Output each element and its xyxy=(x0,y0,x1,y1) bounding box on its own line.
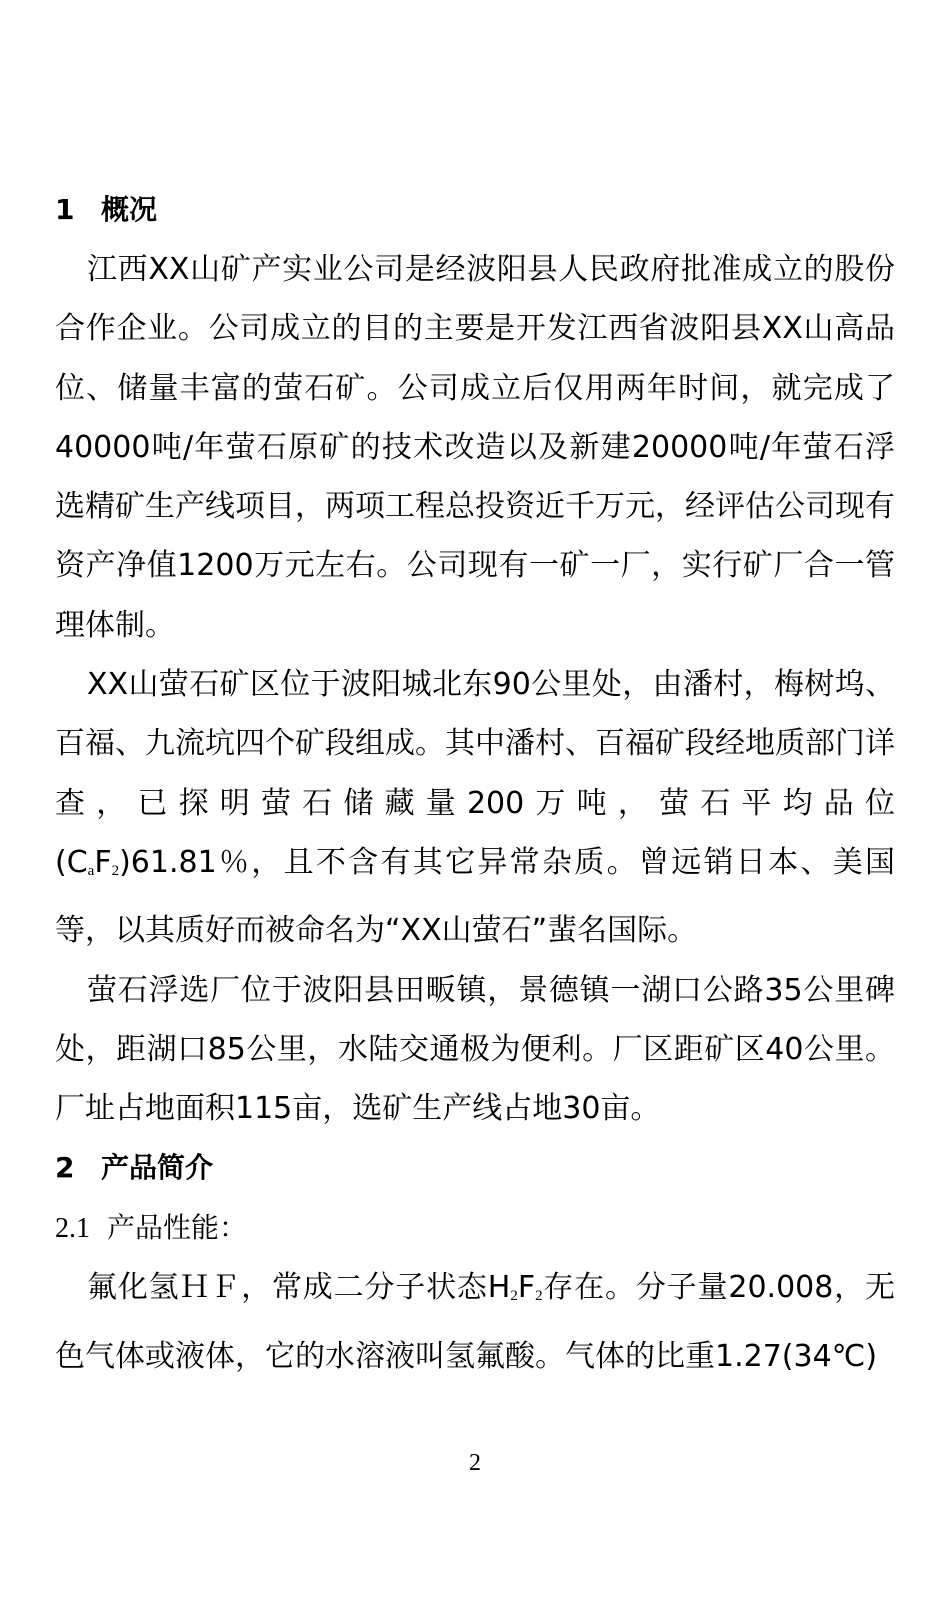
section-2-1-number: 2.1 xyxy=(55,1213,90,1245)
section-2-title: 产品简介 xyxy=(101,1151,214,1185)
section-1-heading xyxy=(55,180,895,240)
mine-area-text-start: XX山萤石矿区位于波阳城北东90公里处，由潘村，梅树坞、百福、九流坑四个矿段组成。其中潘村、百福矿段经地质部门详查，已探明萤石储藏量200万吨，萤石平均品位(C xyxy=(55,667,895,880)
subscript-2: 2 xyxy=(111,862,120,879)
paragraph-mine-area xyxy=(55,655,895,960)
document-page xyxy=(55,180,895,1386)
subscript-f2: 2 xyxy=(535,1288,543,1305)
paragraph-product-properties xyxy=(55,1258,895,1386)
subscript-h2: 2 xyxy=(510,1288,518,1305)
section-1-number: 1 xyxy=(55,193,75,226)
section-2-heading xyxy=(55,1138,895,1198)
formula-f-2: F xyxy=(517,1270,536,1306)
section-1-title: 概况 xyxy=(101,193,158,226)
formula-f: F xyxy=(94,844,112,880)
mine-area-text-end: )61.81％，且不含有其它异常杂质。曾远销日本、美国等，以其质好而被命名为“XX山萤石”蜚名国际。 xyxy=(55,844,895,949)
paragraph-company-overview: 江西XX山矿产实业公司是经波阳县人民政府批准成立的股份合作企业。公司成立的目的主要是开发江西省波阳县XX山高品位、储量丰富的萤石矿。公司成立后仅用两年时间，就完成了40000吨/年萤石原矿的技术改造以及新建20000吨/年萤石浮选精矿生产线项目，两项工程总投资近千万元，经评估公司现有资产净值1200万元左右。公司现有一矿一厂，实行矿厂合一管理体制。 xyxy=(55,252,895,643)
section-2-1-title: 产品性能： xyxy=(107,1211,248,1245)
page-number: 2 xyxy=(469,1450,481,1476)
properties-text-start: 氟化氢ＨＦ，常成二分子状态H xyxy=(87,1270,511,1306)
section-2-1-heading xyxy=(55,1198,895,1258)
subscript-a: a xyxy=(87,862,95,879)
paragraph-flotation-plant: 萤石浮选厂位于波阳县田畈镇，景德镇一湖口公路35公里碑处，距湖口85公里，水陆交通极为便利。厂区距矿区40公里。厂址占地面积115亩，选矿生产线占地30亩。 xyxy=(55,972,895,1127)
properties-text-end: 存在。分子量20.008，无色气体或液体，它的水溶液叫氢氟酸。气体的比重1.27(34℃) xyxy=(55,1270,895,1374)
section-2-number: 2 xyxy=(55,1151,75,1185)
